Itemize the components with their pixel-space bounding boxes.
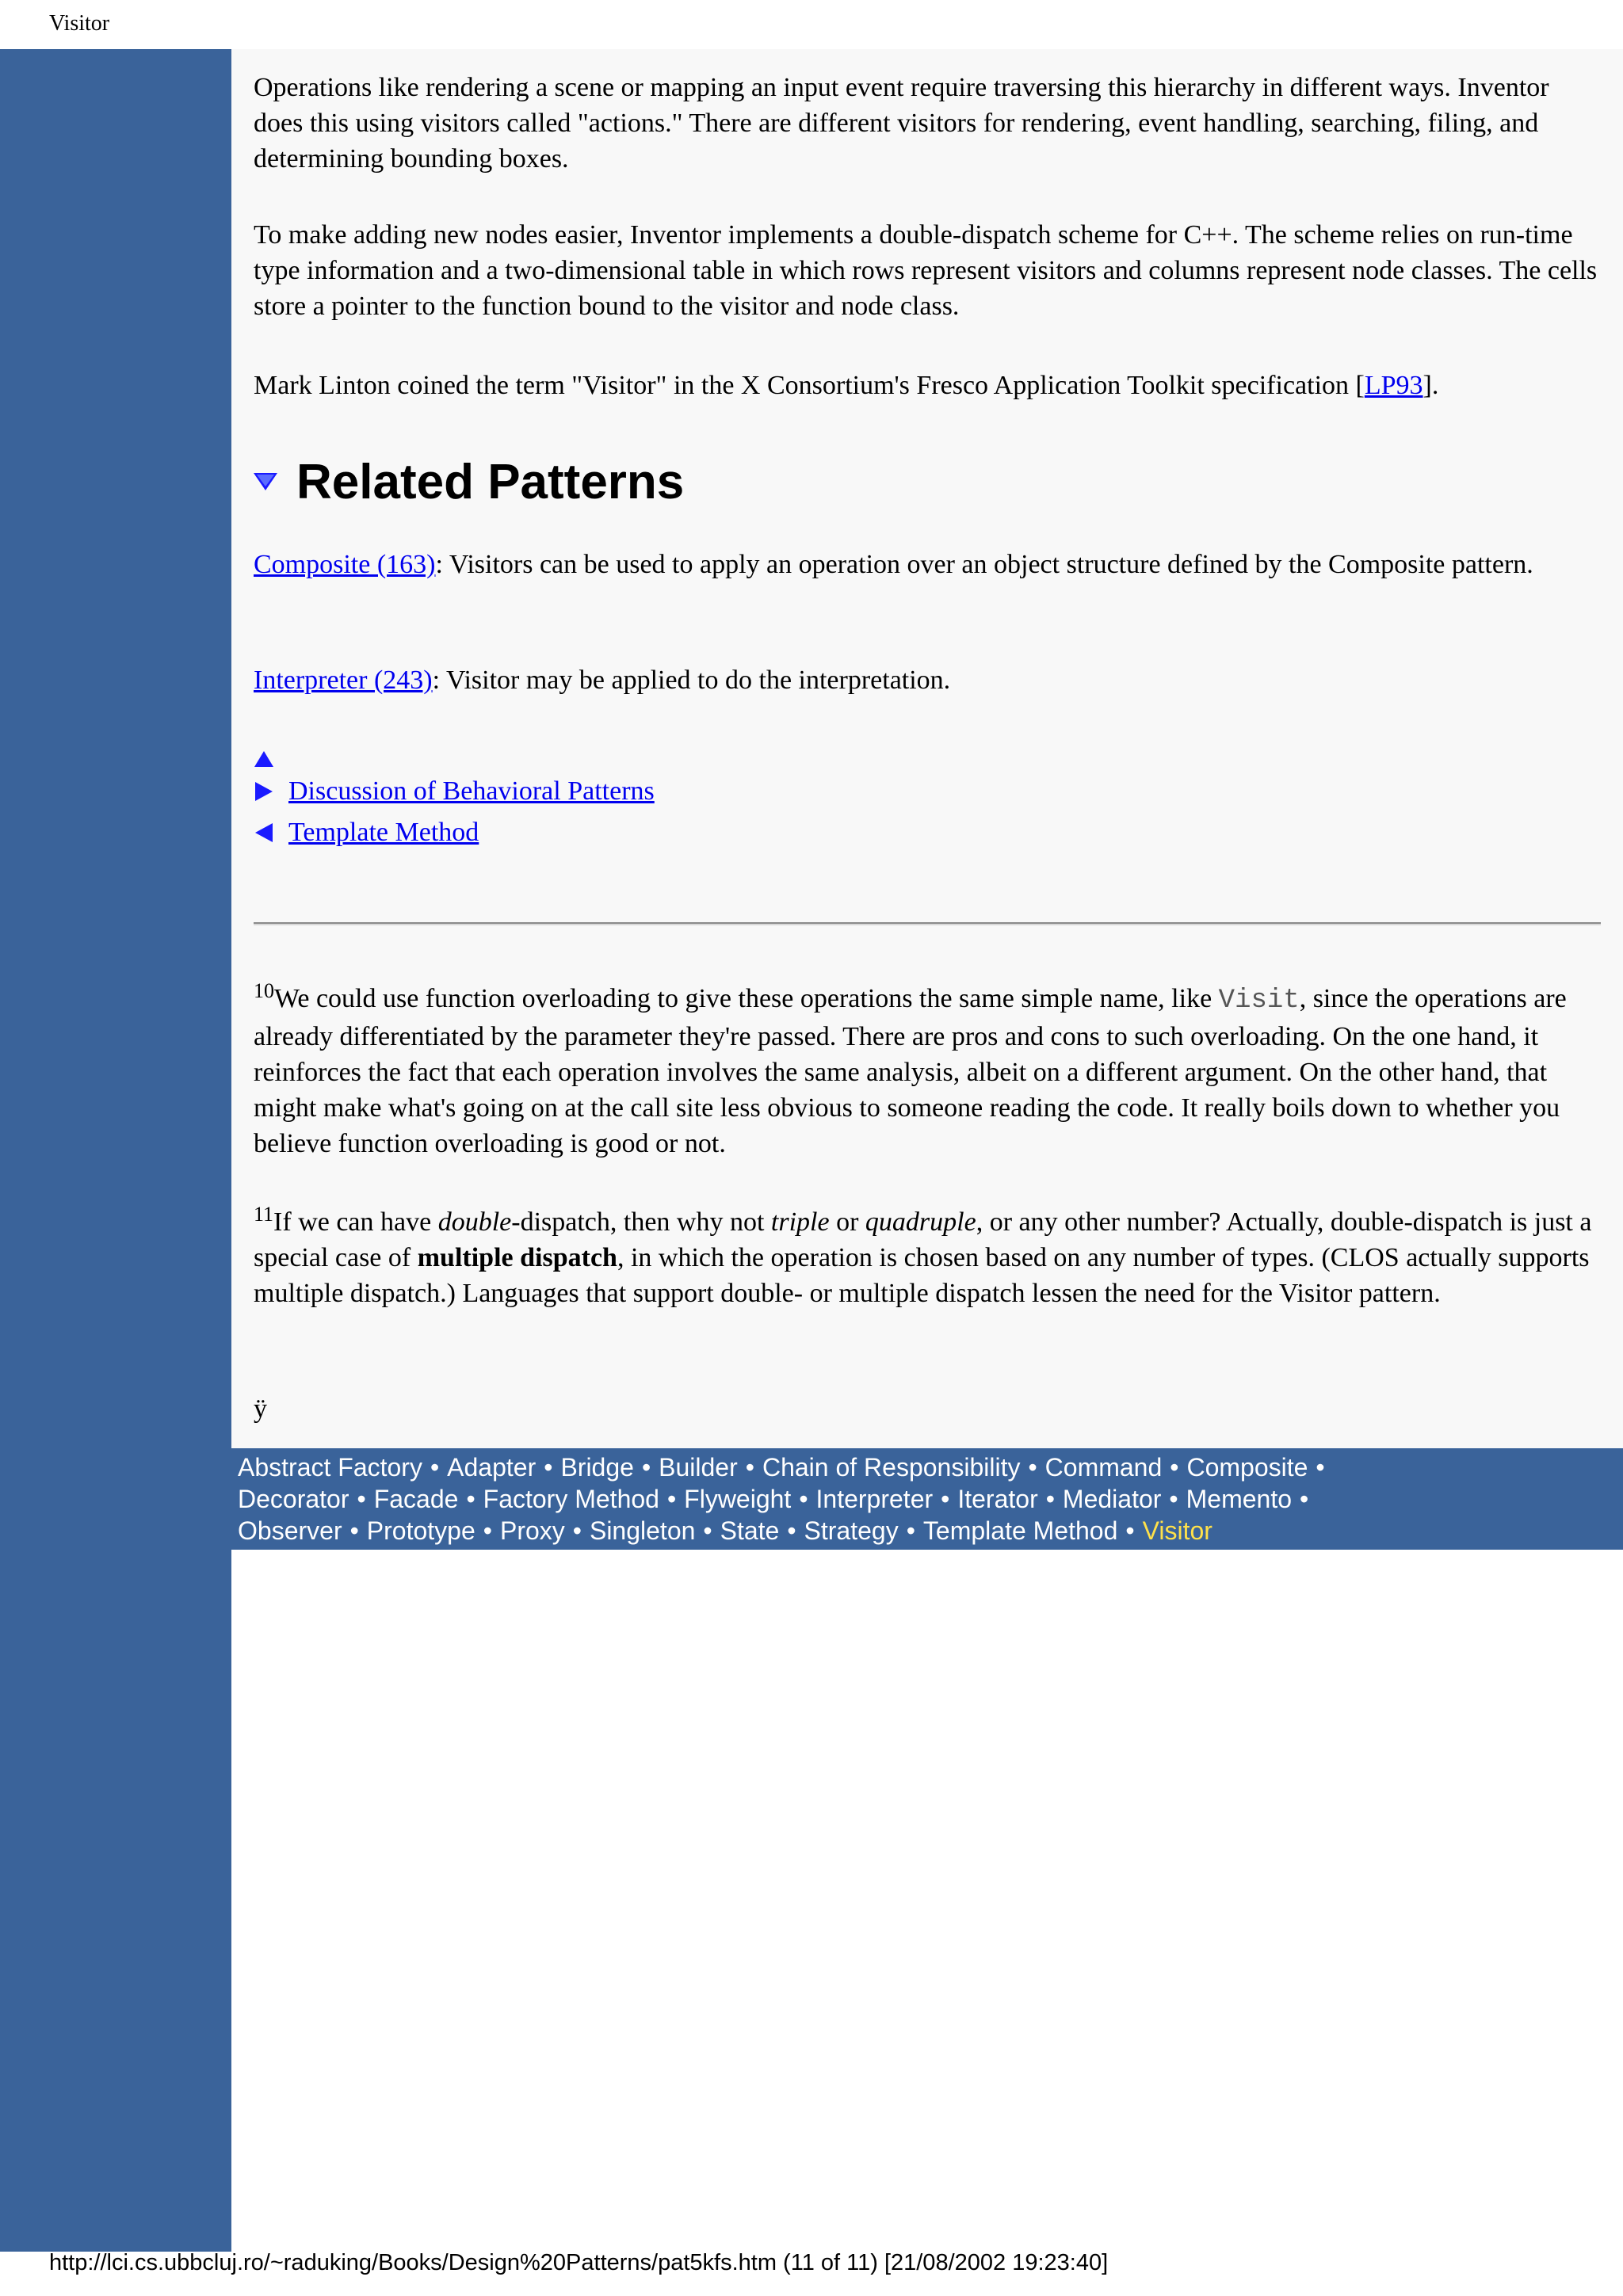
separator-dot: • bbox=[483, 1516, 492, 1545]
pattern-link-memento[interactable]: Memento bbox=[1186, 1485, 1293, 1513]
stray-character: ÿ bbox=[254, 1394, 267, 1424]
separator-dot: • bbox=[349, 1516, 359, 1545]
pattern-bar-line bbox=[238, 1515, 1212, 1547]
pattern-link-command[interactable]: Command bbox=[1044, 1453, 1163, 1482]
triangle-down-icon bbox=[254, 471, 277, 492]
nav-next bbox=[254, 773, 655, 809]
separator-dot: • bbox=[572, 1516, 582, 1545]
paragraph-actions: Operations like rendering a scene or mapping an input event require traversing this hierarchy in different ways. Inventor does this using visitors called "actions." There are different visitors for rendering, event handling, searching, filing, and determining bounding boxes. bbox=[254, 73, 1549, 174]
related-item-interpreter: Interpreter (243): Visitor may be applied to do the interpretation. bbox=[254, 666, 951, 695]
left-sidebar bbox=[0, 49, 231, 2252]
separator-dot: • bbox=[1169, 1485, 1178, 1513]
pattern-link-bridge[interactable]: Bridge bbox=[560, 1453, 634, 1482]
related-item-composite: Composite (163): Visitors can be used to apply an operation over an object structure defined by the Composite pattern. bbox=[254, 550, 1533, 579]
horizontal-rule bbox=[254, 922, 1601, 925]
pattern-link-adapter[interactable]: Adapter bbox=[447, 1453, 537, 1482]
code-visit: Visit bbox=[1218, 986, 1300, 1016]
separator-dot: • bbox=[745, 1453, 754, 1482]
separator-dot: • bbox=[1300, 1485, 1309, 1513]
pattern-link-composite[interactable]: Composite bbox=[1186, 1453, 1308, 1482]
pattern-link-builder[interactable]: Builder bbox=[659, 1453, 738, 1482]
pattern-link-flyweight[interactable]: Flyweight bbox=[684, 1485, 792, 1513]
pattern-link-facade[interactable]: Facade bbox=[373, 1485, 459, 1513]
nav-prev bbox=[254, 814, 479, 850]
separator-dot: • bbox=[641, 1453, 651, 1482]
separator-dot: • bbox=[357, 1485, 366, 1513]
separator-dot: • bbox=[466, 1485, 475, 1513]
pattern-link-observer[interactable]: Observer bbox=[238, 1516, 342, 1545]
related-patterns-heading bbox=[254, 450, 684, 513]
separator-dot: • bbox=[799, 1485, 808, 1513]
paragraph-double-dispatch: To make adding new nodes easier, Inventor implements a double-dispatch scheme for C++. The scheme relies on run-time type information and a two-dimensional table in which rows represent visitors and columns represent node classes. The cells store a pointer to the function bound to the visitor and node class. bbox=[254, 220, 1598, 321]
pattern-link-singleton[interactable]: Singleton bbox=[589, 1516, 696, 1545]
separator-dot: • bbox=[941, 1485, 950, 1513]
pattern-link-prototype[interactable]: Prototype bbox=[366, 1516, 475, 1545]
pattern-link-abstract-factory[interactable]: Abstract Factory bbox=[238, 1453, 422, 1482]
pattern-link-mediator[interactable]: Mediator bbox=[1062, 1485, 1162, 1513]
pattern-bar bbox=[231, 1448, 1623, 1550]
lp93-link[interactable]: LP93 bbox=[1364, 371, 1423, 400]
footnote-11: $^{11}$If we can have double-dispatch, then why not triple or quadruple, or any other number? Actually, double-dispatch is just a special case of multiple dispatch, in which the operation is chosen based on any number of types. (CLOS actually supports multiple dispatch.) Languages that support double- or multiple dispatch lessen the need for the Visitor pattern. bbox=[254, 1203, 1592, 1308]
arrow-left-icon[interactable] bbox=[254, 822, 274, 843]
footnote-10: $^{10}$We could use function overloading to give these operations the same simple name, like Visit, since the operations are already differentiated by the parameter they're passed. There are pros and cons to such overloading. On the one hand, it reinforces the fact that each operation involves the same analysis, albeit on a different argument. On the other hand, that might make what's going on at the call site less obvious to someone reading the code. It really boils down to whether you believe function overloading is good or not. bbox=[254, 979, 1567, 1158]
pattern-link-proxy[interactable]: Proxy bbox=[499, 1516, 565, 1545]
next-link[interactable]: Discussion of Behavioral Patterns bbox=[288, 776, 655, 806]
composite-link[interactable]: Composite (163) bbox=[254, 550, 436, 579]
pattern-link-template-method[interactable]: Template Method bbox=[922, 1516, 1118, 1545]
separator-dot: • bbox=[1170, 1453, 1179, 1482]
pattern-bar-line bbox=[238, 1483, 1316, 1515]
arrow-right-icon[interactable] bbox=[254, 781, 274, 802]
nav-up[interactable] bbox=[254, 749, 274, 769]
footnote-number: 10 bbox=[254, 979, 274, 1002]
pattern-link-factory-method[interactable]: Factory Method bbox=[483, 1485, 659, 1513]
pattern-link-interpreter[interactable]: Interpreter bbox=[815, 1485, 934, 1513]
pattern-link-iterator[interactable]: Iterator bbox=[957, 1485, 1038, 1513]
pattern-link-state[interactable]: State bbox=[720, 1516, 780, 1545]
section-title: Related Patterns bbox=[296, 454, 685, 509]
separator-dot: • bbox=[1125, 1516, 1135, 1545]
prev-link[interactable]: Template Method bbox=[288, 818, 479, 847]
pattern-link-chain-of-responsibility[interactable]: Chain of Responsibility bbox=[762, 1453, 1021, 1482]
arrow-up-icon[interactable] bbox=[254, 749, 274, 769]
separator-dot: • bbox=[906, 1516, 915, 1545]
separator-dot: • bbox=[703, 1516, 712, 1545]
separator-dot: • bbox=[666, 1485, 677, 1513]
separator-dot: • bbox=[1045, 1485, 1055, 1513]
pattern-link-decorator[interactable]: Decorator bbox=[238, 1485, 349, 1513]
pattern-link-visitor[interactable]: Visitor bbox=[1142, 1516, 1212, 1545]
pattern-link-strategy[interactable]: Strategy bbox=[804, 1516, 899, 1545]
separator-dot: • bbox=[1316, 1453, 1325, 1482]
interpreter-link[interactable]: Interpreter (243) bbox=[254, 666, 433, 695]
separator-dot: • bbox=[1028, 1453, 1037, 1482]
footer-url: http://lci.cs.ubbcluj.ro/~raduking/Books/Design%20Patterns/pat5kfs.htm (11 of 11) [21/08/2002 19:23:40] bbox=[49, 2250, 1109, 2275]
separator-dot: • bbox=[787, 1516, 796, 1545]
pattern-bar-line bbox=[238, 1451, 1333, 1483]
separator-dot: • bbox=[430, 1453, 440, 1482]
footnote-number: 11 bbox=[254, 1203, 274, 1226]
page-header-title: Visitor bbox=[49, 11, 110, 36]
paragraph-linton: Mark Linton coined the term "Visitor" in the X Consortium's Fresco Application Toolkit specification [LP93]. bbox=[254, 371, 1439, 400]
separator-dot: • bbox=[544, 1453, 553, 1482]
